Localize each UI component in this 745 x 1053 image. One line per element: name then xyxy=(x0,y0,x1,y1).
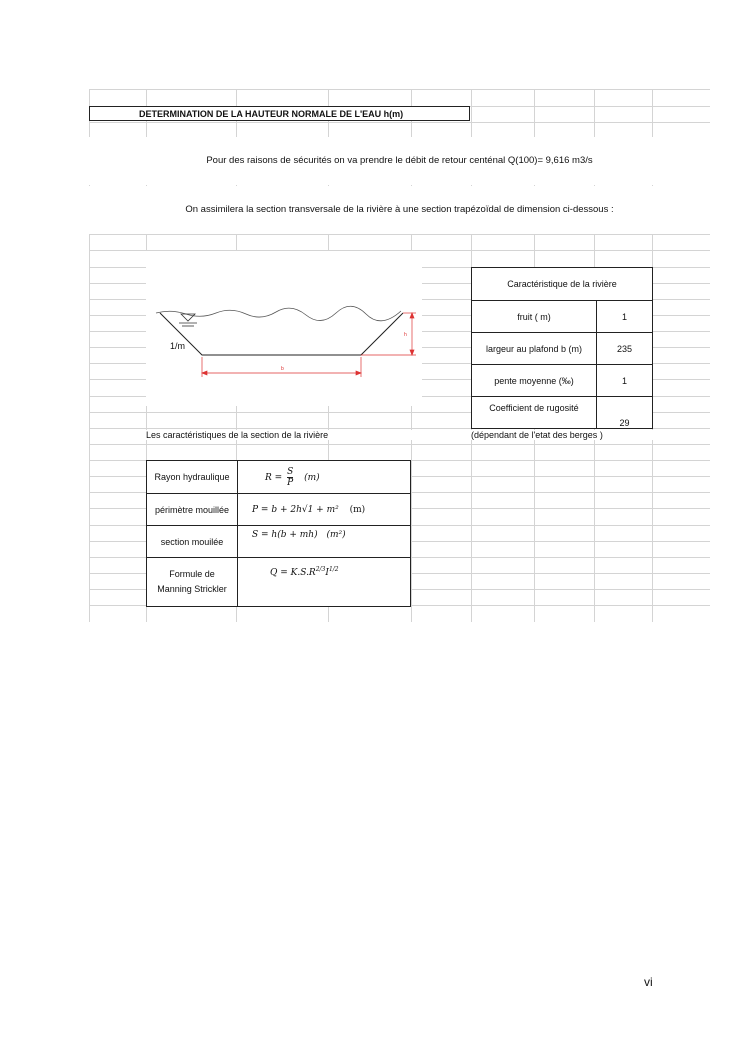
cross-section-note: On assimilera la section transversale de la rivière à une section trapézoïdal de dimension ci-dessous : xyxy=(89,186,710,234)
height-label: h xyxy=(404,332,407,338)
slope-label: 1/m xyxy=(170,341,186,351)
river-table-header: Caractéristique de la rivière xyxy=(472,268,653,301)
wetted-perimeter-formula xyxy=(238,494,411,526)
river-param-value: 1 xyxy=(597,301,653,333)
page-number: vi xyxy=(644,975,653,989)
formula-label: section mouilée xyxy=(147,526,238,558)
river-param-label: fruit ( m) xyxy=(472,301,597,333)
trapezoid-section-diagram xyxy=(146,251,422,406)
trapezoid-drawing xyxy=(146,251,422,406)
manning-strickler-formula xyxy=(238,558,411,607)
formula-unit: (m²) xyxy=(326,530,346,540)
formula-numerator: S xyxy=(287,466,294,477)
river-characteristics-table xyxy=(471,267,653,429)
section-title: DETERMINATION DE LA HAUTEUR NORMALE DE L'EAU h(m) xyxy=(89,106,470,121)
wetted-area-formula xyxy=(238,526,411,558)
formulas-table xyxy=(146,460,411,607)
roughness-note: (dépendant de l'etat des berges ) xyxy=(471,430,671,440)
river-param-value: 1 xyxy=(597,365,653,397)
formula-label: périmètre mouillée xyxy=(147,494,238,526)
channel-outline xyxy=(160,313,403,355)
river-param-value: 235 xyxy=(597,333,653,365)
formula-label xyxy=(147,558,238,607)
formula-denominator: P xyxy=(287,477,294,488)
formula-slope-symbol: I xyxy=(325,568,329,578)
section-characteristics-caption: Les caractéristiques de la section de la rivière xyxy=(146,430,446,440)
formula-expression: Q = K.S.R xyxy=(270,568,316,578)
formula-label: Rayon hydraulique xyxy=(147,461,238,494)
formula-exponent: 2/3 xyxy=(315,566,326,573)
formula-label-line1: Formule de xyxy=(169,569,215,579)
river-param-label: pente moyenne (‰) xyxy=(472,365,597,397)
formula-expression: P = b + 2h√1 + m² xyxy=(252,504,339,515)
formula-fraction xyxy=(287,467,293,488)
formula-expression: S = h(b + mh) xyxy=(252,530,318,540)
water-surface-line xyxy=(156,306,401,321)
formula-lhs: R = xyxy=(265,472,283,483)
design-discharge-note: Pour des raisons de sécurités on va prendre le débit de retour centénal Q(100)= 9,616 m3/s xyxy=(89,137,710,185)
formula-unit: (m) xyxy=(304,472,320,483)
formula-exponent: 1/2 xyxy=(328,566,339,573)
hydraulic-radius-formula xyxy=(238,461,411,494)
formula-unit: (m) xyxy=(349,504,366,515)
river-param-label: Coefficient de rugosité xyxy=(472,397,597,429)
base-label: b xyxy=(281,366,284,372)
formula-label-line2: Manning Strickler xyxy=(157,584,227,594)
river-param-label: largeur au plafond b (m) xyxy=(472,333,597,365)
river-param-value: 29 xyxy=(597,397,653,429)
